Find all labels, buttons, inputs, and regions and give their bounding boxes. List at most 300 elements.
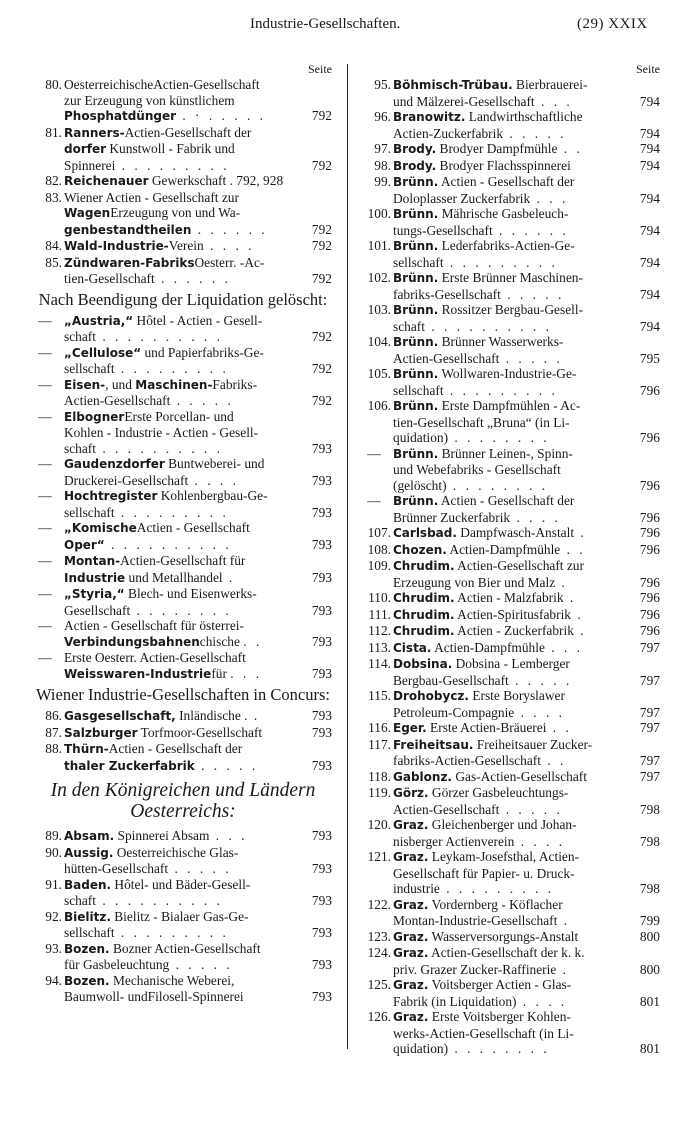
page-ref: 793 (311, 957, 332, 972)
page-ref: 794 (639, 190, 660, 206)
list-item (363, 737, 660, 769)
entry-line (64, 586, 332, 603)
entry-line (64, 190, 332, 206)
entry-text: Actien-Gesellschaft der (124, 124, 252, 140)
entry-text: Actien - Gesellschaft der (108, 741, 243, 756)
list-left-3 (34, 708, 332, 774)
entry-text: Oesterr. (194, 254, 240, 270)
entry-text: schaft (64, 893, 96, 908)
entry-line (393, 109, 660, 126)
page-ref: 792 (311, 108, 332, 123)
page-ref: 794 (639, 254, 660, 270)
list-item (363, 1009, 660, 1057)
entry-text: fabriks-Actien-Gesellschaft (393, 753, 541, 768)
list-item (34, 725, 332, 742)
entry-number: 89. (45, 828, 62, 843)
list-item (34, 828, 332, 845)
page-number: (29) XXIX (577, 16, 648, 32)
entry-line (64, 441, 332, 457)
leader-dots: . . . . (516, 993, 568, 1009)
entry-text: Mechanische Weberei, (109, 972, 235, 988)
entry-text: tungs-Gesellschaft (393, 222, 493, 238)
leader-dots: . . . (534, 93, 573, 109)
list-item (34, 190, 332, 239)
list-item (363, 446, 660, 494)
entry-number: 100. (367, 206, 391, 221)
entry-text: Gesellschaft (64, 602, 131, 618)
entry-line (393, 785, 660, 802)
list-item (34, 553, 332, 586)
entry-line (393, 769, 660, 786)
page-ref: 796 (639, 477, 660, 493)
page-ref: 795 (639, 350, 660, 366)
entry-text: Erste Boryslawer (468, 688, 565, 703)
entry-text: Brünner Zuckerfabrik (393, 509, 511, 525)
entry-line (393, 897, 660, 914)
page-ref: 792 (311, 221, 332, 237)
entry-text: zur Erzeugung von künstlichem (64, 92, 235, 108)
leader-dots: . . . . (188, 472, 239, 488)
entry-text: Freiheitsauer Zucker- (473, 736, 593, 752)
entry-number: — (367, 493, 381, 508)
entry-line (393, 834, 660, 850)
entry-text: Kunstwoll - Fabrik und (106, 141, 235, 156)
leader-dots: . . . . . (170, 393, 234, 408)
list-item (363, 945, 660, 977)
page-ref: 793 (311, 708, 332, 723)
leader-dots: . . . . . (499, 801, 563, 817)
entry-number: 125. (367, 977, 391, 992)
list-item (34, 377, 332, 409)
entry-number: 81. (45, 124, 62, 140)
list-item (363, 77, 660, 109)
list-item (363, 977, 660, 1009)
entry-text: Torfmoor-Gesellschaft (137, 724, 263, 740)
entry-keyword: Thürn- (64, 742, 109, 756)
entry-line (64, 553, 332, 570)
entry-line (393, 158, 660, 175)
entry-number: 110. (368, 590, 391, 605)
list-item (34, 409, 332, 457)
entry-text: Wasserversorgungs-Anstalt (428, 928, 579, 944)
entry-text: Bielitz - Bialaer Gas-Ge- (110, 908, 249, 924)
entry-keyword: Gaudenzdorfer (64, 457, 165, 471)
list-item (363, 785, 660, 817)
entry-line (393, 302, 660, 319)
entry-line (393, 705, 660, 721)
entry-line (64, 708, 332, 725)
page-ref: 792 (311, 157, 332, 173)
page-ref: 797 (639, 672, 660, 688)
entry-text: Mährische Gasbeleuch- (438, 206, 569, 221)
entry-text: Kohlenbergbau-Ge- (157, 488, 268, 503)
entry-text: Actien-Gesellschaft (393, 350, 500, 366)
page-ref: 794 (639, 93, 660, 109)
entry-line (393, 415, 660, 431)
list-item (363, 302, 660, 334)
entry-line (393, 623, 660, 640)
entry-text: Lederfabriks-Actien-Ge- (438, 238, 575, 253)
entry-line (393, 238, 660, 255)
entry-text: Actien-Gesellschaft für (120, 553, 246, 568)
list-item (34, 845, 332, 877)
page-ref: 799 (639, 913, 660, 928)
section-heading-concurs: Wiener Industrie-Gesellschaften in Concurs: (36, 685, 330, 704)
entry-line (393, 977, 660, 994)
leader-dots: . . . (230, 665, 263, 681)
entry-text: chische (199, 633, 244, 649)
entry-number: 97. (374, 141, 391, 156)
entry-line (393, 994, 660, 1010)
entry-text: Gas-Actien-Gesellschaft (451, 768, 587, 784)
entry-keyword: Eisen- (64, 377, 106, 392)
entry-text: und Webefabriks - Gesellschaft (393, 462, 561, 477)
entry-keyword: Chrudim. (393, 624, 455, 638)
entry-number: 90. (45, 844, 62, 860)
leader-dots: . . . . . . . . . . (424, 318, 552, 334)
list-item (363, 493, 660, 525)
entry-number: 82. (45, 173, 62, 188)
page-ref: 793 (311, 893, 332, 908)
entry-text: Leykam-Josefsthal, Actien- (428, 849, 580, 864)
entry-number: 101. (367, 238, 391, 253)
entry-keyword: Brünn. (393, 335, 439, 349)
entry-keyword: Brünn. (393, 367, 439, 381)
page-ref: 793 (311, 569, 332, 585)
entry-keyword: Aussig. (64, 845, 114, 860)
leader-dots: . . . . . . . . . . (104, 536, 232, 552)
page-ref: 793 (311, 633, 332, 649)
entry-text: Actien - Gesellschaft (136, 520, 250, 535)
entry-line (393, 817, 660, 834)
leader-dots: . . (546, 720, 572, 735)
entry-text: Doloplasser Zuckerfabrik (393, 190, 531, 206)
entry-line (64, 650, 332, 666)
leader-dots: . . . . . . . . . (114, 504, 229, 520)
entry-line (393, 141, 660, 158)
page-ref: 793 (311, 440, 332, 456)
entry-line (393, 656, 660, 673)
entry-number: 80. (45, 77, 62, 92)
entry-line (64, 941, 332, 958)
entry-text: sellschaft (64, 925, 115, 940)
entry-line (64, 77, 332, 93)
entry-keyword: Bozen. (64, 973, 110, 988)
entry-keyword: Chrudim. (393, 607, 455, 622)
entry-text: Actien-Dampfmühle (446, 541, 561, 557)
entry-text: industrie (393, 881, 440, 896)
entry-text: Actien - Gesellschaft der (438, 174, 575, 189)
leader-dots: . . . . . . (492, 222, 569, 238)
page-ref: 797 (639, 720, 660, 735)
list-item (363, 542, 660, 559)
entry-keyword: Ranners- (64, 125, 125, 140)
entry-number: 88. (45, 741, 62, 756)
entry-text: Voitsberger Actien - Glas- (428, 977, 572, 992)
entry-number: — (38, 344, 52, 360)
entry-line (64, 158, 332, 174)
entry-line (393, 737, 660, 754)
entry-line (64, 329, 332, 345)
entry-number: — (38, 650, 52, 665)
page-ref: 796 (639, 623, 660, 638)
list-item (363, 688, 660, 720)
entry-number: 114. (368, 656, 391, 671)
entry-keyword: Graz. (393, 946, 429, 960)
entry-keyword: Verbindungsbahnen (64, 634, 200, 649)
page-ref: 798 (639, 881, 660, 896)
entry-text: Actien-Zuckerfabrik (393, 125, 504, 141)
entry-line (393, 94, 660, 110)
page-ref: 794 (639, 125, 660, 141)
entry-line (64, 909, 332, 926)
leader-dots: . . . . . . . . . (443, 254, 558, 270)
entry-text: Brodyer Flachsspinnerei (436, 157, 571, 173)
leader-dots: . . . . . . . . (448, 1041, 550, 1056)
entry-keyword: dorfer (64, 142, 107, 156)
page-ref: 792 (311, 393, 332, 408)
entry-keyword: Salzburger (64, 725, 138, 740)
entry-number: — (38, 376, 52, 392)
entry-text: nisberger Actienverein (393, 833, 515, 849)
entry-keyword: Drohobycz. (393, 689, 469, 703)
list-item (34, 586, 332, 618)
leader-dots: . . . . . (503, 125, 567, 141)
entry-line (64, 393, 332, 409)
entry-text: Brodyer Dampfmühle (436, 141, 558, 156)
entry-text: Actien-Gesellschaft (64, 393, 171, 408)
entry-keyword: Elbogner (64, 409, 125, 424)
list-item (34, 255, 332, 287)
list-item (34, 520, 332, 553)
entry-number: 104. (367, 334, 391, 349)
entry-text: Oesterreichische Glas- (113, 844, 239, 860)
entry-text: Landwirthschaftliche (465, 109, 583, 124)
entry-number: 115. (368, 688, 391, 703)
list-item (363, 206, 660, 238)
leader-dots: . . . . . . . . . (114, 361, 229, 376)
entry-number: 83. (45, 189, 62, 205)
entry-keyword: Freiheitsau. (393, 737, 474, 752)
entry-line (393, 351, 660, 367)
leader-dots: . . . . (203, 238, 255, 253)
entry-text: Actien - Gesellschaft für österrei- (64, 618, 244, 633)
entry-number: 95. (374, 77, 391, 92)
list-item (363, 238, 660, 270)
entry-keyword: Maschinen- (135, 377, 213, 392)
entry-text: für Gasbeleuchtung (64, 957, 170, 972)
seite-label: Seite (308, 62, 332, 76)
page-ref: 796 (639, 509, 660, 525)
leader-dots: . (556, 961, 570, 977)
list-right (363, 77, 660, 1057)
page-ref: 793 (311, 504, 332, 520)
entry-line (64, 93, 332, 109)
entry-line (64, 861, 332, 877)
entry-keyword: Dobsina. (393, 657, 453, 671)
list-item (34, 77, 332, 125)
leader-dots: . . . . . . (154, 271, 231, 286)
entry-line (64, 125, 332, 142)
entry-number: — (38, 456, 52, 471)
entry-line (393, 430, 660, 446)
list-item (34, 456, 332, 488)
entry-text: für (211, 665, 231, 681)
entry-line (64, 758, 332, 775)
entry-text: Görzer Gasbeleuchtungs- (428, 785, 569, 800)
entry-text: Erzeugung von (110, 205, 195, 220)
entry-line (64, 173, 332, 190)
entry-line (393, 446, 660, 463)
entry-line (64, 603, 332, 619)
entry-text: Fabrik (in Liquidation) (393, 993, 517, 1009)
entry-text: und Wa- (194, 205, 241, 220)
entry-line (64, 925, 332, 941)
entry-keyword: Brody. (393, 142, 437, 156)
entry-keyword: genbestandtheilen (64, 222, 192, 237)
entry-line (393, 929, 660, 946)
entry-line (393, 753, 660, 769)
leader-dots: . . . . (510, 509, 561, 525)
entry-line (393, 493, 660, 510)
entry-text: (gelöscht) (393, 477, 447, 493)
entry-number: 119. (368, 785, 391, 800)
list-item (34, 877, 332, 909)
entry-line (393, 640, 660, 657)
entry-text: und Metallhandel (125, 569, 223, 585)
entry-keyword: „Styria,“ (64, 587, 125, 601)
list-item (34, 741, 332, 774)
page-ref: 794 (639, 318, 660, 334)
leader-dots: . . (540, 753, 567, 768)
entry-text: Inländische . (175, 708, 248, 723)
entry-text: sellschaft (393, 382, 444, 398)
entry-keyword: Brünn. (393, 175, 439, 189)
page-ref: 797 (639, 704, 660, 720)
page-ref: 792 (311, 361, 332, 376)
entry-keyword: „Cellulose“ (64, 345, 142, 360)
entry-line (393, 287, 660, 303)
entry-line (64, 845, 332, 862)
entry-text: schaft (64, 329, 96, 344)
entry-number: 116. (368, 720, 391, 735)
entry-keyword: Chrudim. (393, 559, 455, 573)
entry-text: Erzeugung von Bier und Malz (393, 574, 556, 590)
entry-text: Rossitzer Bergbau-Gesell- (438, 302, 584, 317)
leader-dots: . . . . . (194, 757, 259, 773)
page-ref: 792 (311, 329, 332, 344)
list-item (34, 313, 332, 345)
leader-dots: . . . . . . . . . . (95, 440, 223, 456)
entry-number: 118. (368, 768, 391, 784)
entry-text: Druckerei-Gesellschaft (64, 472, 189, 488)
entry-line (393, 366, 660, 383)
entry-text: Baumwoll- undFilosell-Spinnerei (64, 989, 244, 1004)
entry-text: priv. Grazer Zucker-Raffinerie (393, 961, 557, 977)
entry-text: Brünner Wasserwerks- (438, 334, 564, 349)
leader-dots: . . . . (514, 704, 566, 720)
entry-line (393, 77, 660, 94)
entry-number: 120. (367, 817, 391, 832)
entry-number: 126. (367, 1009, 391, 1024)
entry-keyword: Graz. (393, 1010, 429, 1024)
entry-text: Actien - Zuckerfabrik (454, 623, 574, 638)
page-ref: 793 (311, 472, 332, 488)
leader-dots: . . . (530, 190, 569, 206)
entry-line (393, 319, 660, 335)
entry-text: quidation) (393, 1041, 449, 1056)
entry-line (393, 1009, 660, 1026)
list-item (363, 929, 660, 946)
entry-keyword: Montan- (64, 554, 121, 568)
entry-line (64, 255, 332, 272)
leader-dots: . (573, 623, 587, 638)
entry-line (64, 222, 332, 239)
entry-keyword: Carlsbad. (393, 526, 457, 540)
page-ref: 792 (311, 271, 332, 286)
entry-line (64, 271, 332, 287)
entry-number: 105. (367, 366, 391, 381)
entry-keyword: Chozen. (393, 542, 447, 557)
entry-text: schaft (393, 318, 425, 334)
entry-text: Verein (168, 238, 204, 253)
page-ref: 793 (311, 602, 332, 618)
entry-line (64, 989, 332, 1005)
entry-line (64, 473, 332, 489)
entry-text: Gleichenberger und Johan- (428, 817, 577, 832)
page-ref: 793 (311, 536, 332, 552)
leader-dots: . . (557, 141, 583, 156)
list-item (363, 141, 660, 158)
entry-text: Actien - Gesellschaft der (438, 493, 575, 508)
entry-line (393, 688, 660, 705)
entry-keyword: Brünn. (393, 207, 439, 221)
entry-text: sellschaft (393, 254, 444, 270)
list-item (363, 558, 660, 590)
leader-dots: . . . . . . . . (446, 477, 549, 493)
entry-text: sellschaft (64, 504, 115, 520)
list-item (363, 769, 660, 786)
entry-line (393, 962, 660, 978)
leader-dots: . . . . . . . . . (443, 382, 558, 398)
entry-line (64, 618, 332, 634)
entry-keyword: Eger. (393, 721, 427, 735)
entry-keyword: Brünn. (393, 399, 439, 413)
entry-number: 107. (367, 525, 391, 540)
entry-number: 92. (45, 908, 62, 924)
entry-line (64, 456, 332, 473)
entry-line (393, 383, 660, 399)
entry-keyword: Graz. (393, 850, 429, 864)
entry-line (393, 510, 660, 526)
entry-line (64, 828, 332, 845)
entry-text: Fabriks- (212, 376, 258, 392)
entry-number: 87. (45, 724, 62, 740)
entry-line (64, 361, 332, 377)
entry-line (64, 957, 332, 973)
entry-keyword: thaler Zuckerfabrik (64, 758, 195, 773)
entry-text: Actien-Gesellschaft zur (454, 558, 584, 573)
entry-text: hütten-Gesellschaft (64, 861, 169, 876)
entry-text: tien-Gesellschaft „Bruna“ (in Li- (393, 414, 570, 430)
entry-text: Erste (124, 408, 156, 424)
entry-line (393, 398, 660, 415)
entry-text: Wiener Actien - Gesellschaft zur (64, 189, 239, 205)
entry-number: 91. (45, 876, 62, 892)
entry-keyword: Böhmisch-Trübau. (393, 78, 513, 92)
entry-keyword: Graz. (393, 897, 429, 912)
list-item (363, 334, 660, 366)
